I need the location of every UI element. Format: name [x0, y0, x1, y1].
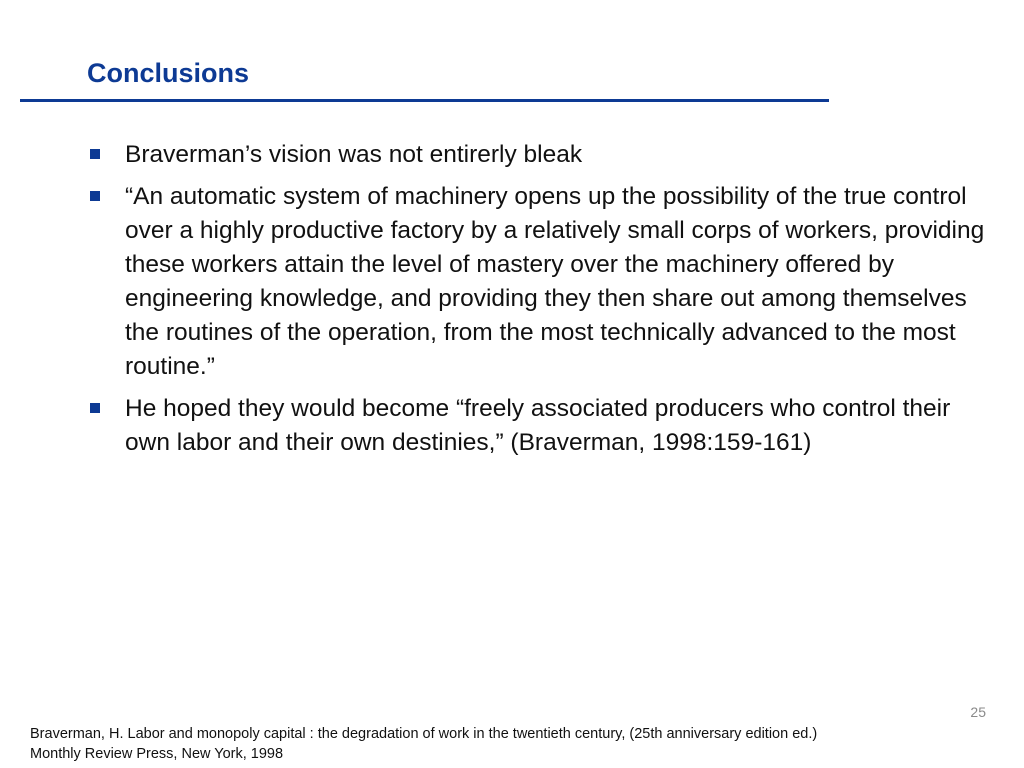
square-bullet-icon [90, 191, 100, 201]
citation-line-1: Braverman, H. Labor and monopoly capital : the degradation of work in the twentieth century, (25th anniversary edition ed.) [30, 726, 818, 742]
bullet-item [88, 180, 998, 384]
square-bullet-icon [90, 403, 100, 413]
slide-title: Conclusions [87, 58, 250, 88]
bullet-text: He hoped they would become “freely associated producers who control their own labor and their own destinies,” (Braverman, 1998:159-161) [125, 395, 951, 456]
bullet-item [88, 392, 998, 460]
bullet-list [88, 138, 998, 468]
footer-citation [30, 724, 990, 764]
bullet-text: Braverman’s vision was not entirerly bleak [125, 141, 583, 168]
page-number: 25 [970, 704, 986, 720]
bullet-item [88, 138, 998, 172]
square-bullet-icon [90, 149, 100, 159]
citation-line-2: Monthly Review Press, New York, 1998 [30, 746, 284, 762]
title-underline-rule [20, 99, 829, 102]
bullet-text: “An automatic system of machinery opens up the possibility of the true control over a highly productive factory by a relatively small corps of workers, providing these workers attain the level of mastery over the machinery offered by engineering knowledge, and providing they then share out among themselves the routines of the operation, from the most technically advanced to the most routine.” [125, 183, 985, 380]
